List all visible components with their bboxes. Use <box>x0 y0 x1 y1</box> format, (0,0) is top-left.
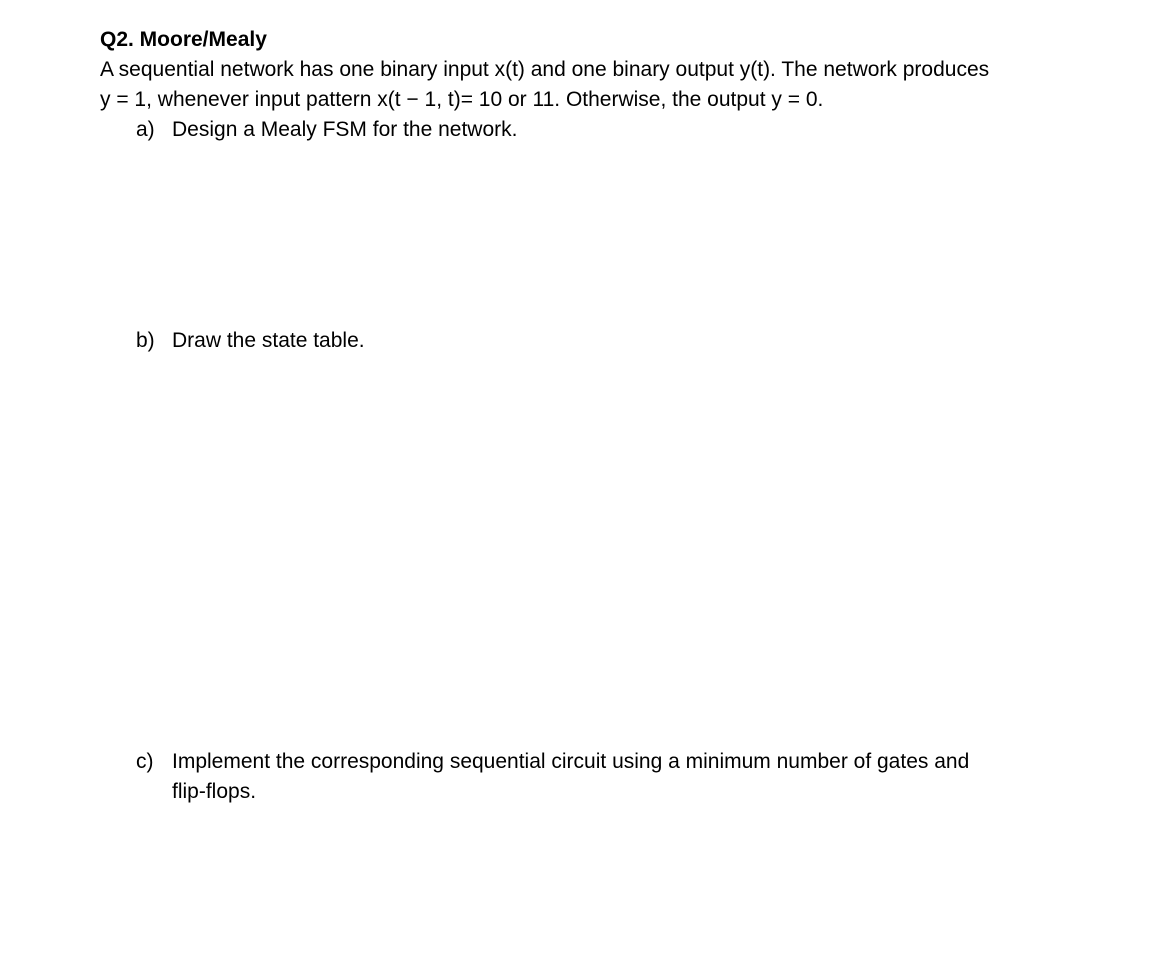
question-intro-line-2: y = 1, whenever input pattern x(t − 1, t)= 10 or 11. Otherwise, the output y = 0. <box>100 88 824 111</box>
part-c-marker: c) <box>136 750 154 773</box>
part-c-text-continuation: flip-flops. <box>172 780 257 803</box>
question-part-a <box>136 115 1036 145</box>
question-heading: Q2. Moore/Mealy <box>100 28 267 51</box>
part-a-text: Design a Mealy FSM for the network. <box>172 118 518 141</box>
part-b-text: Draw the state table. <box>172 329 365 352</box>
question-part-b <box>136 326 1036 356</box>
question-part-c <box>136 747 1036 807</box>
part-c-text: Implement the corresponding sequential circuit using a minimum number of gates and <box>172 750 970 773</box>
part-b-marker: b) <box>136 329 155 352</box>
question-intro-line-1: A sequential network has one binary input x(t) and one binary output y(t). The network produces <box>100 58 990 81</box>
part-a-marker: a) <box>136 118 155 141</box>
